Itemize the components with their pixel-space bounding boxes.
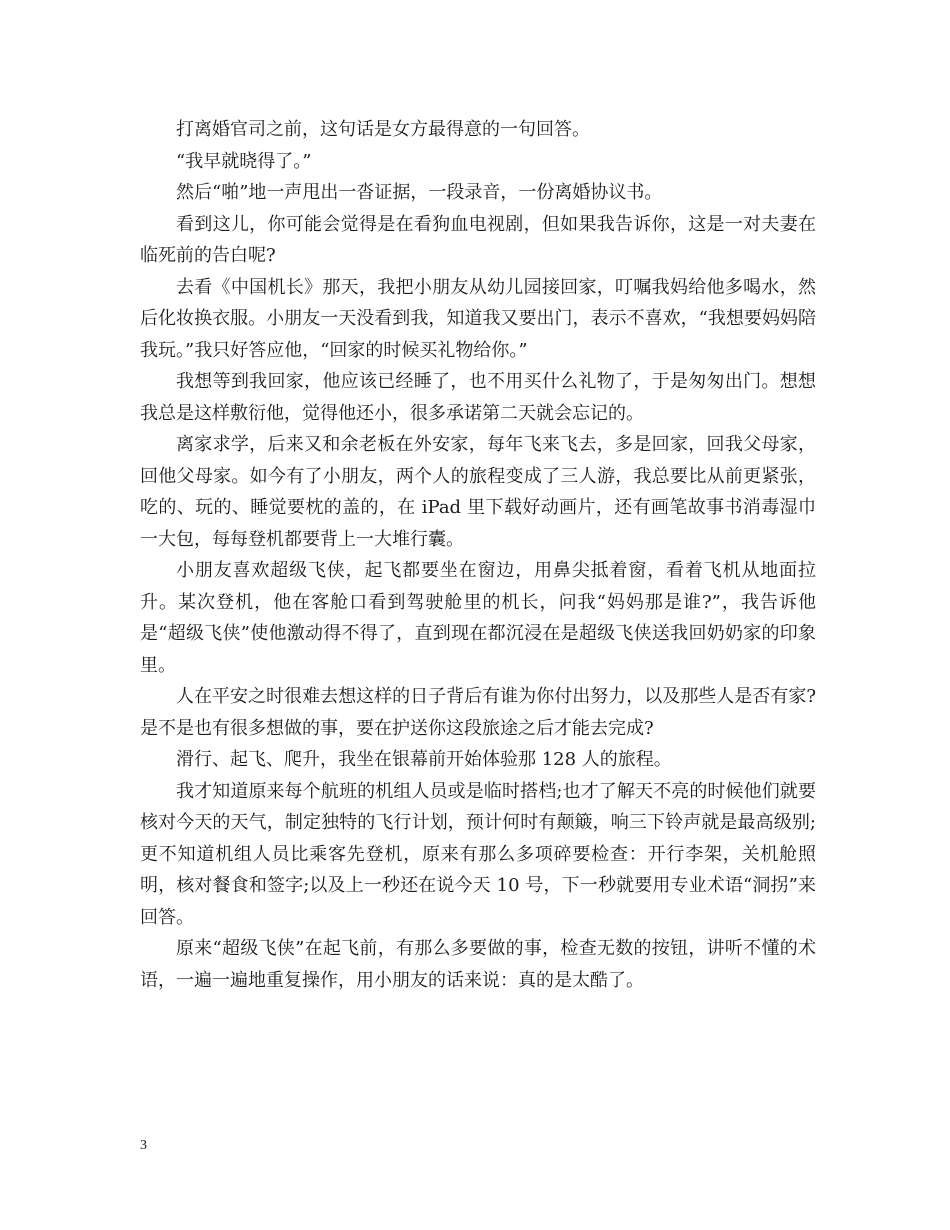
paragraph: 滑行、起飞、爬升，我坐在银幕前开始体验那 128 人的旅程。	[176, 749, 672, 770]
paragraph: 小朋友喜欢超级飞侠，起飞都要坐在窗边，用鼻尖抵着窗，看着飞机从地面拉升。某次登机，他在客舱口看到驾驶舱里的机长，问我“妈妈那是谁?”，我告诉他是“超级飞侠”使他激动得不得了，直到现在都沉浸在是超级飞侠送我回奶奶家的印象里。	[140, 560, 816, 676]
document-body	[140, 114, 816, 996]
paragraph: 然后“啪”地一声甩出一沓证据，一段录音，一份离婚协议书。	[176, 182, 663, 203]
page-number: 3	[140, 1138, 147, 1153]
paragraph: 我才知道原来每个航班的机组人员或是临时搭档;也才了解天不亮的时候他们就要核对今天的天气，制定独特的飞行计划，预计何时有颠簸，响三下铃声就是最高级别;更不知道机组人员比乘客先登机，原来有那么多项碎要检查：开行李架，关机舱照明，核对餐食和签字;以及上一秒还在说今天 10 号，下一秒就要用专业术语“洞拐”来回答。	[140, 780, 816, 928]
paragraph: 我想等到我回家，他应该已经睡了，也不用买什么礼物了，于是匆匆出门。想想我总是这样敷衍他，觉得他还小，很多承诺第二天就会忘记的。	[140, 371, 816, 424]
paragraph: 打离婚官司之前，这句话是女方最得意的一句回答。	[176, 119, 590, 140]
paragraph: “我早就晓得了。”	[176, 150, 312, 172]
paragraph: 看到这儿，你可能会觉得是在看狗血电视剧，但如果我告诉你，这是一对夫妻在临死前的告白呢?	[140, 213, 816, 266]
paragraph: 去看《中国机长》那天，我把小朋友从幼儿园接回家，叮嘱我妈给他多喝水，然后化妆换衣服。小朋友一天没看到我，知道我又要出门，表示不喜欢，“我想要妈妈陪我玩。”我只好答应他，“回家的时候买礼物给你。”	[140, 276, 816, 361]
paragraph: 离家求学，后来又和余老板在外安家，每年飞来飞去，多是回家，回我父母家，回他父母家。如今有了小朋友，两个人的旅程变成了三人游，我总要比从前更紧张，吃的、玩的、睡觉要枕的盖的，在 iPad 里下载好动画片，还有画笔故事书消毒湿巾一大包，每每登机都要背上一大堆行囊。	[140, 434, 816, 550]
paragraph: 人在平安之时很难去想这样的日子背后有谁为你付出努力，以及那些人是否有家?是不是也有很多想做的事，要在护送你这段旅途之后才能去完成?	[140, 686, 816, 739]
paragraph: 原来“超级飞侠”在起飞前，有那么多要做的事，检查无数的按钮，讲听不懂的术语，一遍一遍地重复操作，用小朋友的话来说：真的是太酷了。	[140, 938, 816, 991]
